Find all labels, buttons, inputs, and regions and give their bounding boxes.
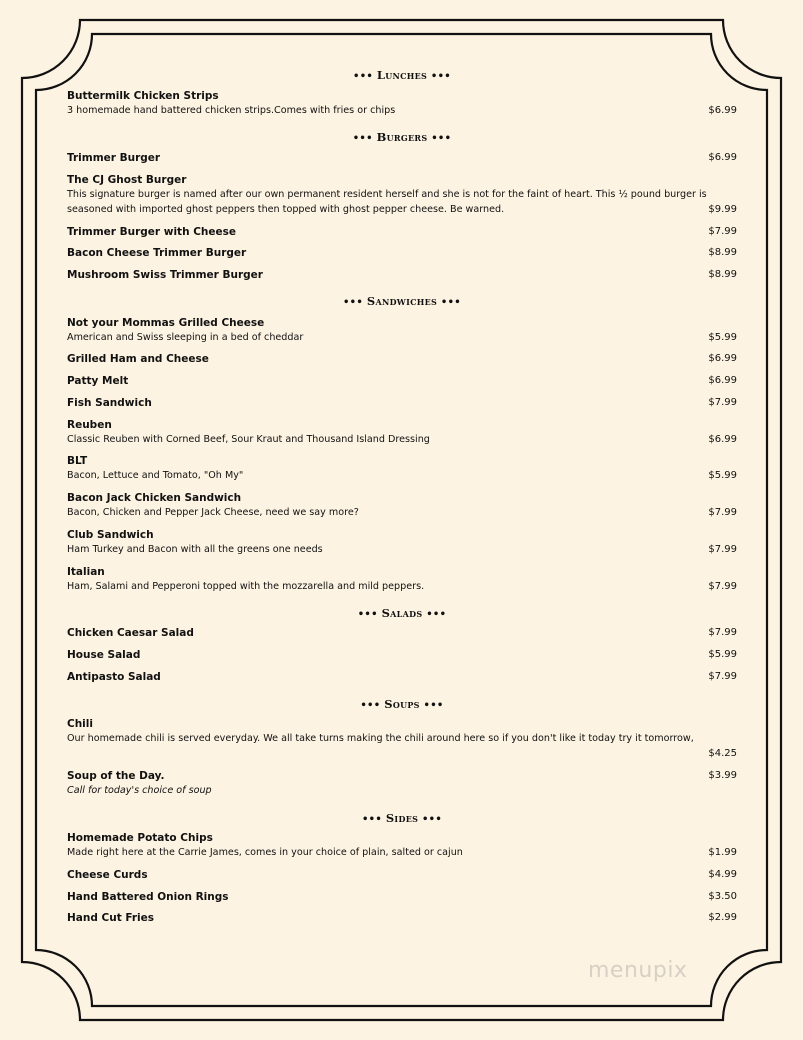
menu-item: Patty Melt $6.99: [67, 375, 737, 387]
menu-item: Bacon Cheese Trimmer Burger $8.99: [67, 247, 737, 259]
section-heading-burgers: ••• Burgers •••: [352, 130, 452, 144]
menu-item: Cheese Curds $4.99: [67, 869, 737, 881]
menu-item: Trimmer Burger $6.99: [67, 152, 737, 164]
menu-item: Reuben Classic Reuben with Corned Beef, Sour Kraut and Thousand Island Dressing $6.99: [67, 419, 737, 445]
menu-item: Chicken Caesar Salad $7.99: [67, 627, 737, 639]
section-heading-lunches: ••• Lunches •••: [353, 68, 451, 82]
menu-item: Italian Ham, Salami and Pepperoni topped with the mozzarella and mild peppers. $7.99: [67, 566, 737, 592]
menu-item: Mushroom Swiss Trimmer Burger $8.99: [67, 269, 737, 281]
watermark-logo: menupix: [588, 958, 688, 983]
menu-item: Fish Sandwich $7.99: [67, 397, 737, 409]
section-heading-salads: ••• Salads •••: [357, 606, 447, 620]
menu-item: BLT Bacon, Lettuce and Tomato, "Oh My" $5.99: [67, 455, 737, 481]
menu-item: Hand Cut Fries $2.99: [67, 912, 737, 924]
menu-item: Chili Our homemade chili is served everyday. We all take turns making the chili around here so if you don't like it today try it tomorrow, $4.25: [67, 718, 737, 759]
menu-item: Grilled Ham and Cheese $6.99: [67, 353, 737, 365]
menu-item: Club Sandwich Ham Turkey and Bacon with all the greens one needs $7.99: [67, 529, 737, 555]
menu-item: Antipasto Salad $7.99: [67, 671, 737, 683]
menu-item: Bacon Jack Chicken Sandwich Bacon, Chicken and Pepper Jack Cheese, need we say more? $7.99: [67, 492, 737, 518]
menu-item: The CJ Ghost Burger This signature burger is named after our own permanent resident herself and she is not for the faint of heart. This ½ pound burger is seasoned with imported ghost peppers then topped with ghost pepper cheese. Be warned. $9.99: [67, 174, 737, 215]
menu-item: Trimmer Burger with Cheese $7.99: [67, 226, 737, 238]
section-heading-soups: ••• Soups •••: [360, 697, 444, 711]
section-heading-sides: ••• Sides •••: [361, 811, 443, 825]
menu-item: Hand Battered Onion Rings $3.50: [67, 891, 737, 903]
menu-item: Homemade Potato Chips Made right here at the Carrie James, comes in your choice of plain, salted or cajun $1.99: [67, 832, 737, 858]
menu-item: Buttermilk Chicken Strips 3 homemade hand battered chicken strips.Comes with fries or chips $6.99: [67, 90, 737, 116]
section-heading-sandwiches: ••• Sandwiches •••: [342, 294, 461, 308]
menu-item: House Salad $5.99: [67, 649, 737, 661]
menu-item: Soup of the Day. Call for today's choice of soup $3.99: [67, 770, 737, 796]
menu-item: Not your Mommas Grilled Cheese American and Swiss sleeping in a bed of cheddar $5.99: [67, 317, 737, 343]
